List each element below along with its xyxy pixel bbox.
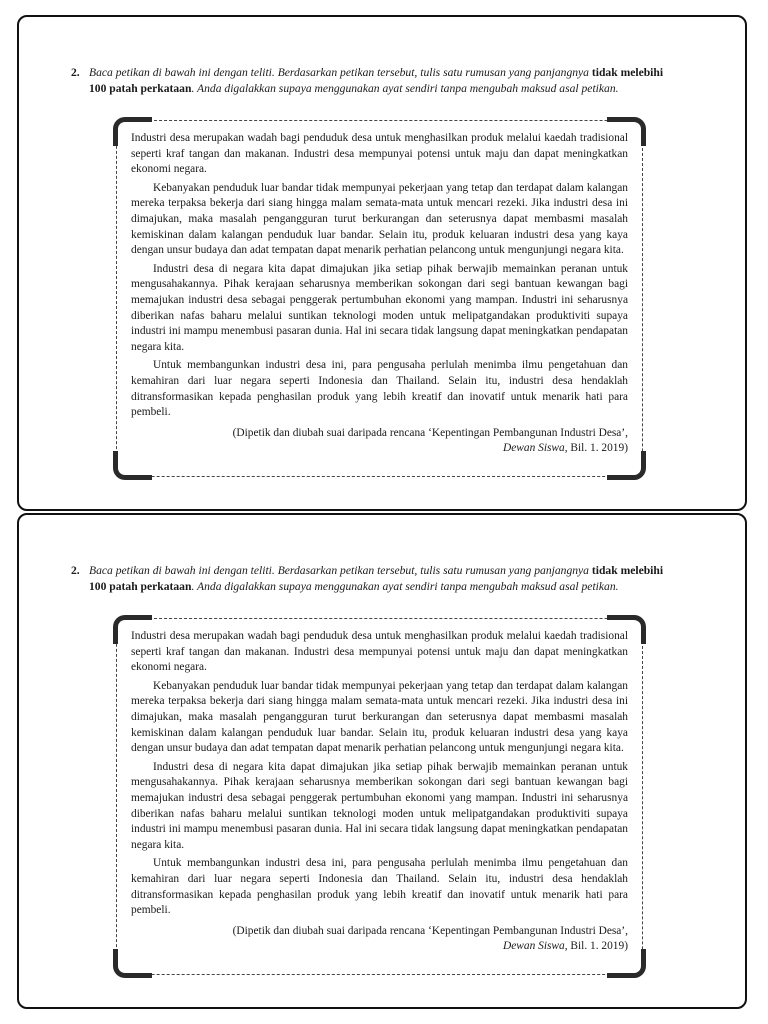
question-rest: . Anda digalakkan supaya menggunakan ayat sendiri tanpa mengubah maksud asal petikan. [191,81,619,95]
document-panel-top [17,15,747,511]
source-magazine: Dewan Siswa [503,940,565,953]
passage-paragraph: Kebanyakan penduduk luar bandar tidak mempunyai pekerjaan yang tetap dan terdapat dalam kalangan mereka terpaksa bekerja dari siang hingga malam semata-mata untuk mencari rezeki. Jika industri desa ini dimajukan, maka masalah pengangguran turut berkurangan dan seterusnya dapat membasmi masalah kemiskinan dalam kalangan penduduk luar bandar. Selain itu, produk keluaran industri desa yang kaya dengan unsur budaya dan adat tempatan dapat menarik perhatian pelancong untuk mengunjungi negara kita. [131,679,628,755]
document-panel-bottom [17,513,747,1009]
passage-paragraph: Industri desa merupakan wadah bagi penduduk desa untuk menghasilkan produk melalui kaedah tradisional seperti kraf tangan dan makanan. Industri desa mempunyai potensi untuk maju dan dapat meningkatkan ekonomi negara. [131,630,628,674]
question-word-limit: tidak melebihi 100 patah perkataan [89,66,664,95]
passage-paragraph: Industri desa di negara kita dapat dimajukan jika setiap pihak berwajib memainkan peranan untuk mengusahakannya. Pihak kerajaan seharusnya memberikan sokongan dari segi bantuan kewangan bagi memajukan industri desa sebagai penggerak pertumbuhan ekonomi yang mampan. Industri ini seharusnya diberikan nafas baharu melalui suntikan teknologi moden untuk melipatgandakan produktiviti supaya industri ini mampu menembusi pasaran dunia. Hal ini secara tidak langsung dapat meningkatkan pendapatan negara kita. [131,262,628,353]
question-rest: . Anda digalakkan supaya menggunakan ayat sendiri tanpa mengubah maksud asal petikan. [191,579,619,593]
question-number: 2. [71,66,80,79]
passage-text [131,629,628,955]
source-issue: , Bil. 1. 2019) [564,442,628,455]
question-number: 2. [71,564,80,577]
question-word-limit: tidak melebihi 100 patah perkataan [89,564,664,593]
passage-paragraph: Kebanyakan penduduk luar bandar tidak mempunyai pekerjaan yang tetap dan terdapat dalam kalangan mereka terpaksa bekerja dari siang hingga malam semata-mata untuk mencari rezeki. Jika industri desa ini dimajukan, maka masalah pengangguran turut berkurangan dan seterusnya dapat membasmi masalah kemiskinan dalam kalangan penduduk luar bandar. Selain itu, produk keluaran industri desa yang kaya dengan unsur budaya dan adat tempatan dapat menarik perhatian pelancong untuk mengunjungi negara kita. [131,181,628,257]
passage-source [131,924,628,955]
passage-paragraph: Untuk membangunkan industri desa ini, para pengusaha perlulah menimba ilmu pengetahuan dan kemahiran dari luar negara seperti Indonesia dan Thailand. Selain itu, industri desa hendaklah ditransformasikan kepada penghasilan produk yang lebih kreatif dan inovatif untuk menarik hati para pembeli. [131,359,628,419]
passage-paragraph: Industri desa di negara kita dapat dimajukan jika setiap pihak berwajib memainkan peranan untuk mengusahakannya. Pihak kerajaan seharusnya memberikan sokongan dari segi bantuan kewangan bagi memajukan industri desa sebagai penggerak pertumbuhan ekonomi yang mampan. Industri ini seharusnya diberikan nafas baharu melalui suntikan teknologi moden untuk melipatgandakan produktiviti supaya industri ini mampu menembusi pasaran dunia. Hal ini secara tidak langsung dapat meningkatkan pendapatan negara kita. [131,760,628,851]
question-instruction [71,65,673,96]
passage-paragraph: Untuk membangunkan industri desa ini, para pengusaha perlulah menimba ilmu pengetahuan dan kemahiran dari luar negara seperti Indonesia dan Thailand. Selain itu, industri desa hendaklah ditransformasikan kepada penghasilan produk yang lebih kreatif dan inovatif untuk menarik hati para pembeli. [131,857,628,917]
question-intro: Baca petikan di bawah ini dengan teliti. Berdasarkan petikan tersebut, tulis satu rumusan yang panjangnya [89,564,589,577]
passage-paragraph: Industri desa merupakan wadah bagi penduduk desa untuk menghasilkan produk melalui kaedah tradisional seperti kraf tangan dan makanan. Industri desa mempunyai potensi untuk maju dan dapat meningkatkan ekonomi negara. [131,132,628,176]
passage-box [116,618,643,975]
source-issue: , Bil. 1. 2019) [564,940,628,953]
question-intro: Baca petikan di bawah ini dengan teliti. Berdasarkan petikan tersebut, tulis satu rumusan yang panjangnya [89,66,589,79]
source-line: (Dipetik dan diubah suai daripada rencana ‘Kepentingan Pembangunan Industri Desa’, [232,924,628,937]
passage-source [131,426,628,457]
source-magazine: Dewan Siswa [503,442,565,455]
question-instruction [71,563,673,594]
source-line: (Dipetik dan diubah suai daripada rencana ‘Kepentingan Pembangunan Industri Desa’, [232,426,628,439]
passage-box [116,120,643,477]
passage-text [131,131,628,457]
